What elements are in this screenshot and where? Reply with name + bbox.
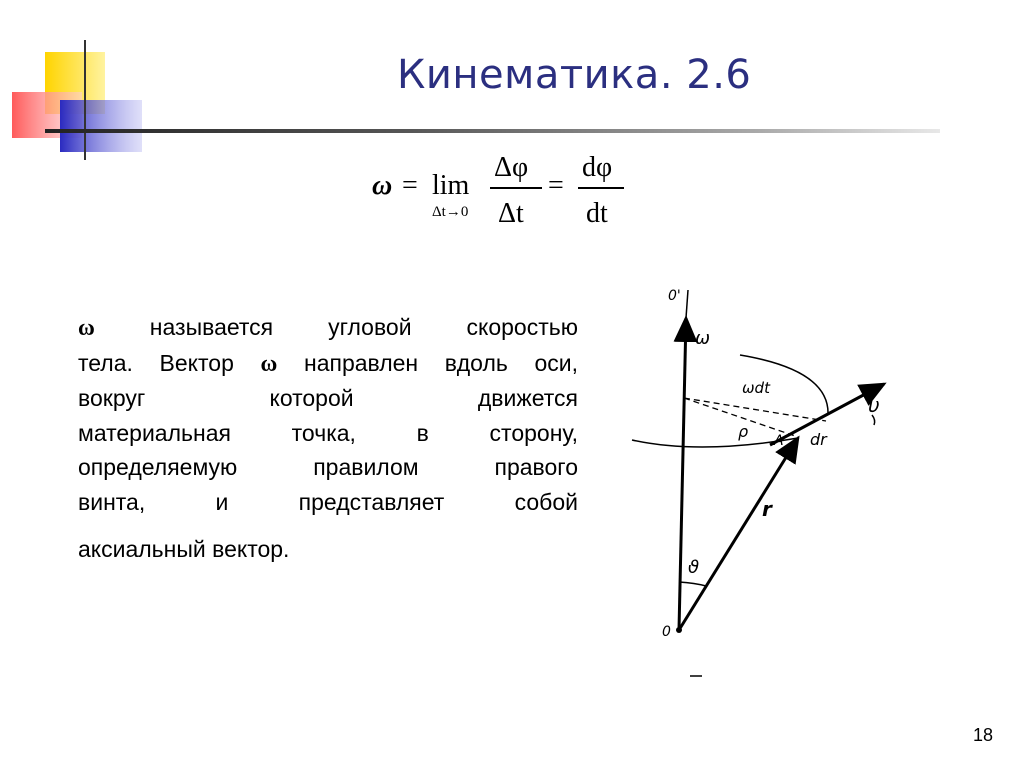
formula-equals-2: = bbox=[548, 170, 564, 201]
label-a: A bbox=[774, 433, 784, 449]
fraction-bar-2 bbox=[578, 187, 624, 189]
page-number: 18 bbox=[973, 725, 994, 745]
formula-numerator-1: Δφ bbox=[494, 152, 529, 183]
para-line-2: тела. Вектор ω направлен вдоль оси, bbox=[78, 349, 579, 376]
formula-numerator-2: dφ bbox=[582, 152, 613, 183]
para-line-5: определяемую правилом правого bbox=[78, 454, 578, 481]
formula-equals-1: = bbox=[402, 170, 418, 201]
slide-title: Кинематика. 2.6 bbox=[397, 52, 752, 98]
decorative-corner-graphic bbox=[0, 0, 220, 170]
formula-omega: ω bbox=[372, 170, 393, 201]
formula-denominator-2: dt bbox=[586, 198, 608, 229]
theta-arc bbox=[679, 582, 706, 586]
para-line-4: материальная точка, в сторону, bbox=[78, 419, 578, 446]
para-line-1: ω называется угловой скоростью bbox=[78, 314, 578, 340]
para-line-7: аксиальный вектор. bbox=[78, 536, 290, 562]
para-line-6: винта, и представляет собой bbox=[78, 488, 578, 515]
label-omega: ω bbox=[695, 328, 711, 349]
formula-denominator-1: Δt bbox=[498, 198, 524, 229]
origin-point bbox=[676, 627, 682, 633]
label-rho: ρ bbox=[738, 422, 749, 441]
label-omega-dt: ωdt bbox=[742, 379, 770, 397]
formula-lim: lim bbox=[432, 170, 470, 201]
label-dr: dr bbox=[810, 430, 827, 449]
label-o: 0 bbox=[662, 624, 671, 640]
fraction-bar-1 bbox=[490, 187, 542, 189]
rho-line-2 bbox=[684, 398, 826, 421]
axis-extension bbox=[686, 290, 688, 318]
definition-paragraph bbox=[78, 310, 578, 520]
formula-lim-subscript: Δt→0 bbox=[432, 204, 469, 220]
label-r: r bbox=[762, 497, 772, 521]
rotation-diagram bbox=[620, 275, 920, 685]
omega-symbol: ω bbox=[78, 315, 95, 340]
title-divider bbox=[45, 129, 940, 133]
radius-vector-r bbox=[679, 438, 798, 630]
label-v: υ bbox=[868, 393, 880, 417]
label-theta: ϑ bbox=[688, 557, 700, 578]
label-o-prime: 0' bbox=[668, 288, 681, 304]
para-line-3: вокруг которой движется bbox=[78, 385, 578, 412]
